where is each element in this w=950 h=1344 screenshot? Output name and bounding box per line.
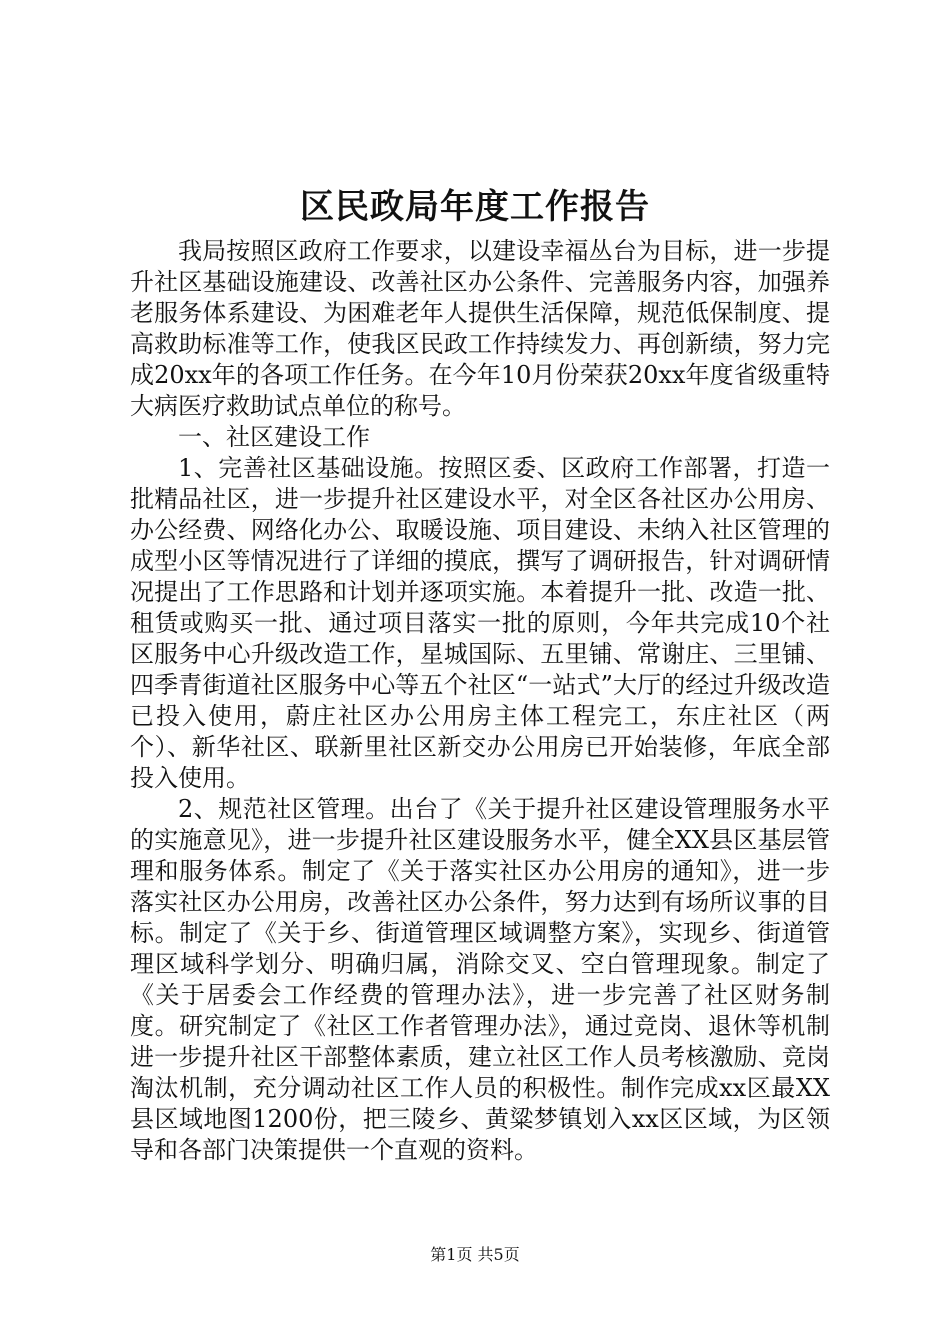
document-body	[130, 236, 830, 1166]
paragraph-management: 2、规范社区管理。出台了《关于提升社区建设管理服务水平的实施意见》，进一步提升社区建设服务水平，健全XX县区基层管理和服务体系。制定了《关于落实社区办公用房的通知》，进一步落实社区办公用房，改善社区办公条件，努力达到有场所议事的目标。制定了《关于乡、街道管理区域调整方案》，实现乡、街道管理区域科学划分、明确归属，消除交叉、空白管理现象。制定了《关于居委会工作经费的管理办法》，进一步完善了社区财务制度。研究制定了《社区工作者管理办法》，通过竞岗、退休等机制进一步提升社区干部整体素质，建立社区工作人员考核激励、竞岗淘汰机制，充分调动社区工作人员的积极性。制作完成xx区最XX县区域地图1200份，把三陵乡、黄粱梦镇划入xx区区域，为区领导和各部门决策提供一个直观的资料。	[130, 795, 830, 1164]
document-title: 区民政局年度工作报告	[300, 187, 650, 227]
intro-paragraph: 我局按照区政府工作要求，以建设幸福丛台为目标，进一步提升社区基础设施建设、改善社区办公条件、完善服务内容，加强养老服务体系建设、为困难老年人提供生活保障，规范低保制度、提高救助标准等工作，使我区民政工作持续发力、再创新绩，努力完成20xx年的各项工作任务。在今年10月份荣获20xx年度省级重特大病医疗救助试点单位的称号。	[130, 237, 830, 420]
paragraph-infrastructure: 1、完善社区基础设施。按照区委、区政府工作部署，打造一批精品社区，进一步提升社区建设水平，对全区各社区办公用房、办公经费、网络化办公、取暖设施、项目建设、未纳入社区管理的成型小区等情况进行了详细的摸底，撰写了调研报告，针对调研情况提出了工作思路和计划并逐项实施。本着提升一批、改造一批、租赁或购买一批、通过项目落实一批的原则，今年共完成10个社区服务中心升级改造工作，星城国际、五里铺、常谢庄、三里铺、四季青街道社区服务中心等五个社区“一站式”大厅的经过升级改造已投入使用，蔚庄社区办公用房主体工程完工，东庄社区（两个）、新华社区、联新里社区新交办公用房已开始装修，年底全部投入使用。	[130, 454, 830, 792]
section-heading-community: 一、社区建设工作	[178, 423, 370, 451]
page-footer: 第1页 共5页	[430, 1245, 520, 1264]
